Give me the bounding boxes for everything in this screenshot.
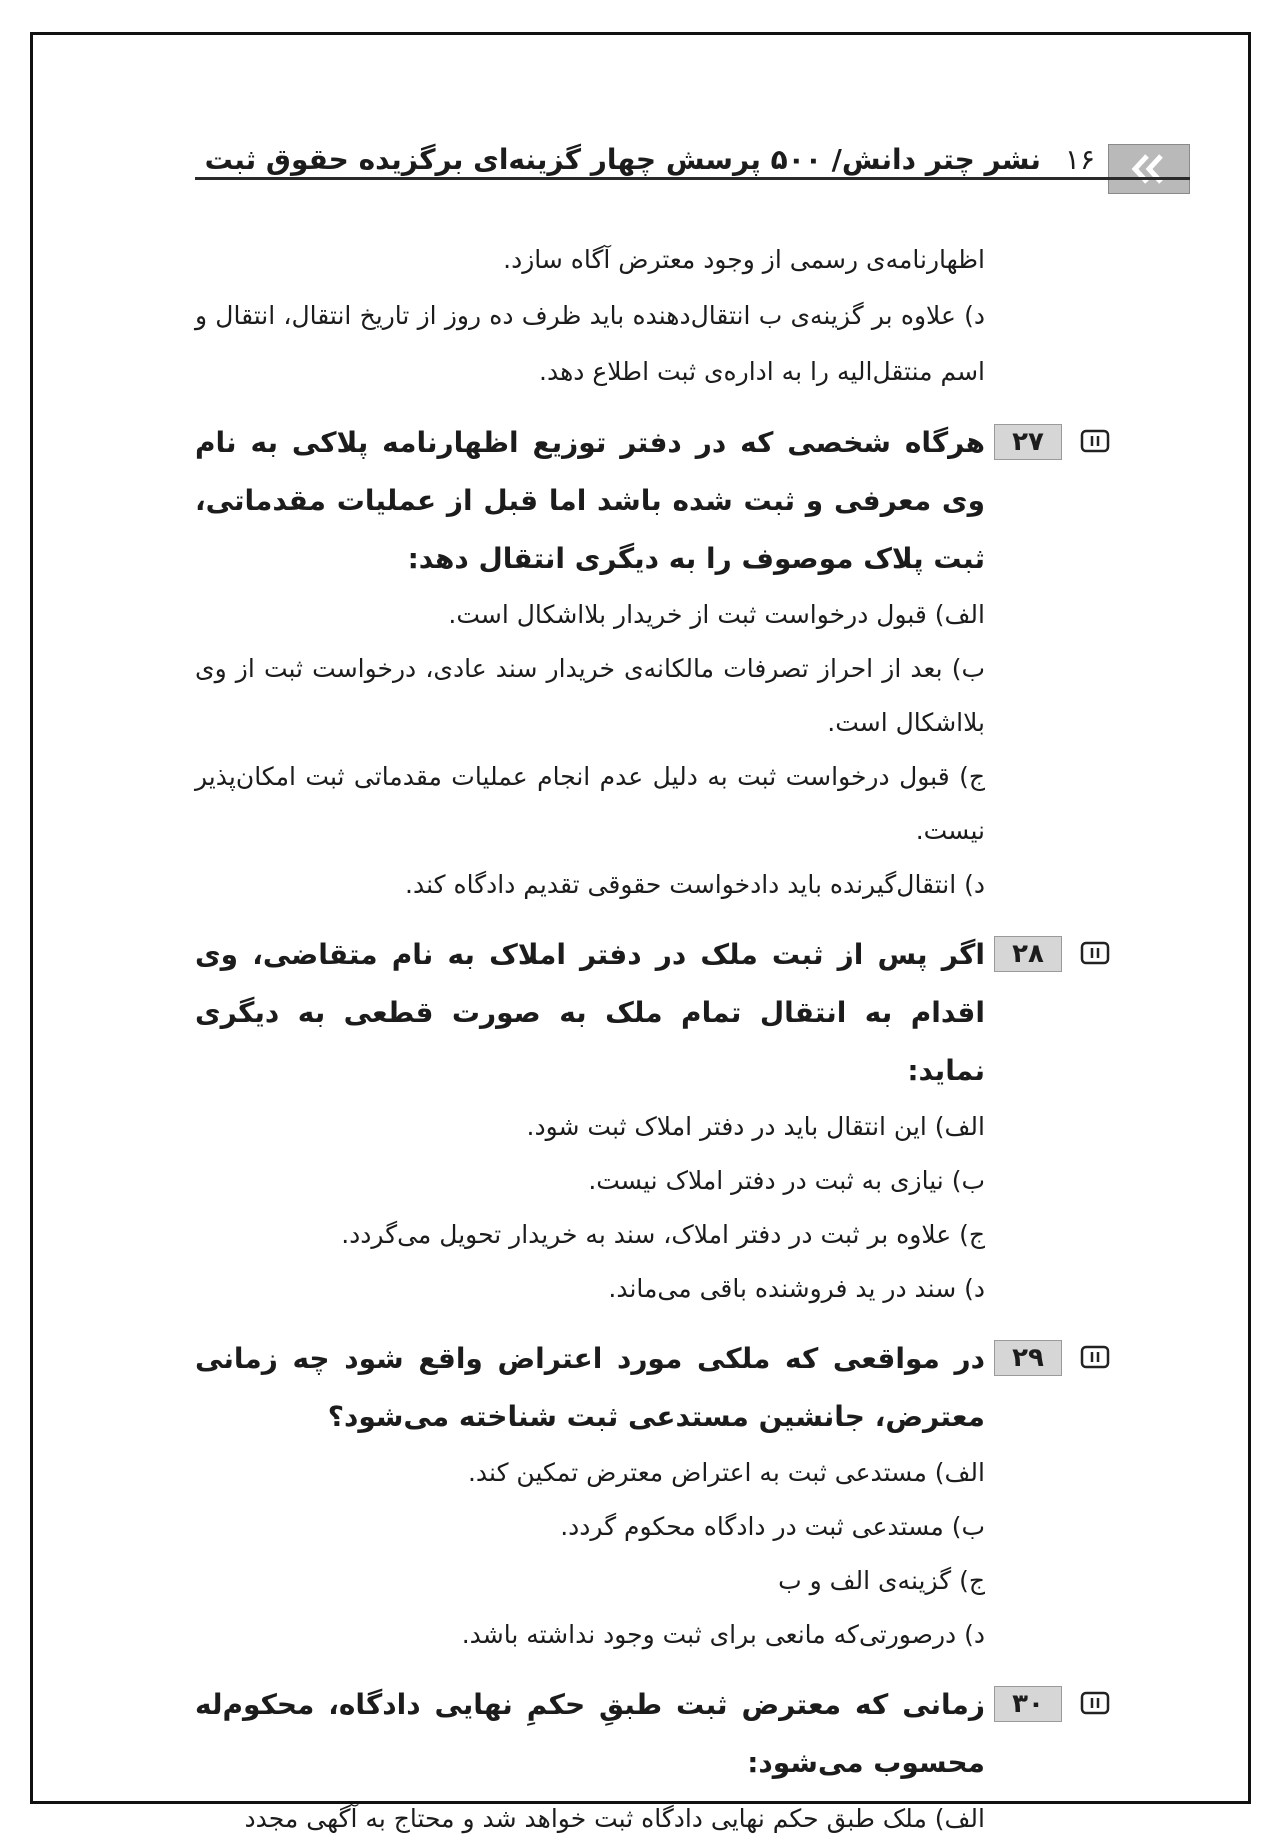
option-jim: ج) گزینه‌ی الف و ب (778, 1566, 985, 1595)
question-tag (990, 1684, 1110, 1724)
option-be: ب) بعد از احراز تصرفات مالکانه‌ی خریدار سند عادی، درخواست ثبت از وی بلااشکال است. (195, 654, 985, 737)
page-content (195, 232, 1044, 1846)
book-icon (1080, 940, 1110, 966)
chevron-tab (1108, 144, 1190, 194)
question-text: در مواقعی که ملکی مورد اعتراض واقع شود چه زمانی معترض، جانشین مستدعی ثبت شناخته می‌شود؟ (195, 1342, 985, 1433)
question-text: زمانی که معترض ثبت طبقِ حکمِ نهایی دادگاه، محکوم‌له محسوب می‌شود: (195, 1688, 985, 1779)
question-30 (195, 1676, 1044, 1846)
option-alef: الف) ملک طبق حکم نهایی دادگاه ثبت خواهد شد و محتاج به آگهی مجدد (244, 1804, 985, 1833)
question-text: هرگاه شخصی که در دفتر توزیع اظهارنامه پلاکی به نام وی معرفی و ثبت شده باشد اما قبل از عملیات مقدماتی، ثبت پلاک موصوف را به دیگری انتقال دهد: (195, 426, 985, 575)
book-icon (1080, 1344, 1110, 1370)
running-header (195, 142, 1190, 194)
book-icon (1080, 428, 1110, 454)
option-jim: ج) علاوه بر ثبت در دفتر املاک، سند به خریدار تحویل می‌گردد. (341, 1220, 985, 1249)
question-number: ۳۰ (994, 1686, 1062, 1722)
question-tag (990, 422, 1110, 462)
question-number: ۲۷ (994, 424, 1062, 460)
double-chevron-icon (1127, 152, 1171, 186)
option-be: ب) مستدعی ثبت در دادگاه محکوم گردد. (560, 1512, 985, 1541)
question-29 (195, 1330, 1044, 1662)
question-tag (990, 934, 1110, 974)
book-icon (1080, 1690, 1110, 1716)
header-rule (195, 177, 1190, 180)
header-title-line (205, 142, 1095, 178)
question-number: ۲۹ (994, 1340, 1062, 1376)
option-dal: د) انتقال‌گیرنده باید دادخواست حقوقی تقدیم دادگاه کند. (405, 870, 985, 899)
question-28 (195, 926, 1044, 1316)
option-alef: الف) این انتقال باید در دفتر املاک ثبت شود. (526, 1112, 985, 1141)
option-be: ب) نیازی به ثبت در دفتر املاک نیست. (588, 1166, 985, 1195)
intro-line: اظهارنامه‌ی رسمی از وجود معترض آگاه سازد. (503, 245, 985, 274)
question-tag (990, 1338, 1110, 1378)
option-jim: ج) قبول درخواست ثبت به دلیل عدم انجام عملیات مقدماتی ثبت امکان‌پذیر نیست. (195, 762, 985, 845)
question-text: اگر پس از ثبت ملک در دفتر املاک به نام متقاضی، وی اقدام به انتقال تمام ملک به صورت قطعی به دیگری نماید: (195, 938, 985, 1087)
question-number: ۲۸ (994, 936, 1062, 972)
option-dal: د) سند در ید فروشنده باقی می‌ماند. (608, 1274, 985, 1303)
option-alef: الف) قبول درخواست ثبت از خریدار بلااشکال است. (448, 600, 985, 629)
option-alef: الف) مستدعی ثبت به اعتراض معترض تمکین کند. (467, 1458, 985, 1487)
page-number: ۱۶ (1064, 143, 1095, 176)
intro-option: د) علاوه بر گزینه‌ی ب انتقال‌دهنده باید ظرف ده روز از تاریخ انتقال، انتقال و اسم منتقل‌الیه را به اداره‌ی ثبت اطلاع دهد. (195, 301, 985, 386)
option-dal: د) درصورتی‌که مانعی برای ثبت وجود نداشته باشد. (461, 1620, 985, 1649)
question-27 (195, 414, 1044, 912)
book-title: نشر چتر دانش/ ۵۰۰ پرسش چهار گزینه‌ای برگزیده حقوق ثبت (204, 143, 1041, 176)
